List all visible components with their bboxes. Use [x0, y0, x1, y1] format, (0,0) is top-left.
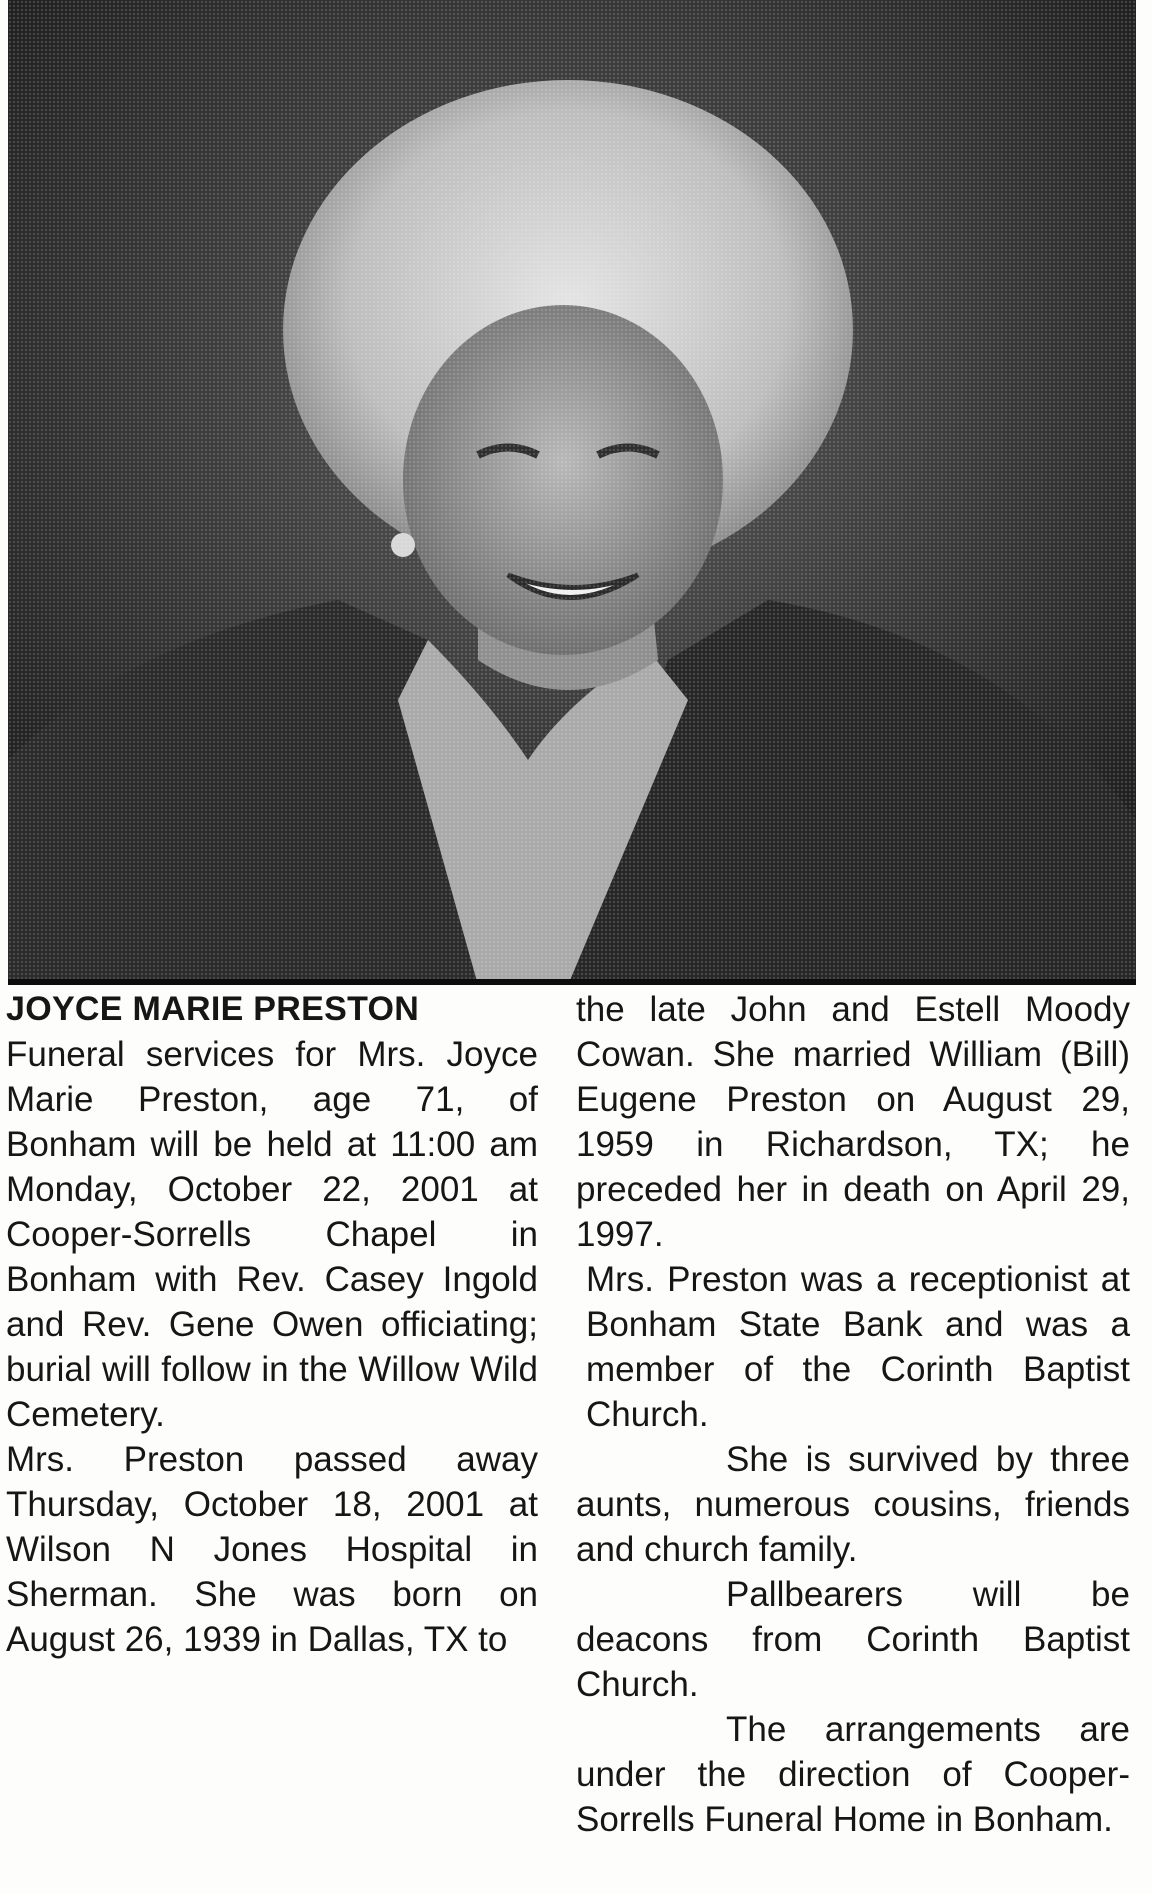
paragraph-passed-away: Mrs. Preston passed away Thursday, October 18, 2001 at Wilson N Jones Hospital in Sherman. She was born on August 26, 1939 in Dallas, TX to [6, 1440, 538, 1659]
portrait-image [8, 0, 1136, 985]
photo-border [8, 979, 1136, 985]
face [403, 305, 723, 655]
portrait-photo [8, 0, 1136, 985]
obituary-headline: JOYCE MARIE PRESTON [6, 990, 420, 1028]
earring [391, 533, 415, 557]
paragraph-arrangements: The arrangements are under the direction of Cooper-Sorrells Funeral Home in Bonham. [576, 1710, 1130, 1839]
paragraph-survivors: She is survived by three aunts, numerous cousins, friends and church family. [576, 1440, 1130, 1569]
article-column-left [6, 987, 538, 1662]
paragraph-pallbearers: Pallbearers will be deacons from Corinth Baptist Church. [576, 1575, 1130, 1704]
paragraph-funeral-services: Funeral services for Mrs. Joyce Marie Preston, age 71, of Bonham will be held at 11:00 am Monday, October 22, 2001 at Cooper-Sorrells Chapel in Bonham with Rev. Casey Ingold and Rev. Gene Owen officiating; burial will follow in the Willow Wild Cemetery. [6, 1035, 538, 1434]
paragraph-family: the late John and Estell Moody Cowan. She married William (Bill) Eugene Preston on August 29, 1959 in Richardson, TX; he preceded her in death on April 29, 1997. [576, 990, 1130, 1254]
article-column-right [576, 987, 1130, 1842]
paragraph-career: Mrs. Preston was a receptionist at Bonham State Bank and was a member of the Corinth Baptist Church. [586, 1260, 1130, 1434]
